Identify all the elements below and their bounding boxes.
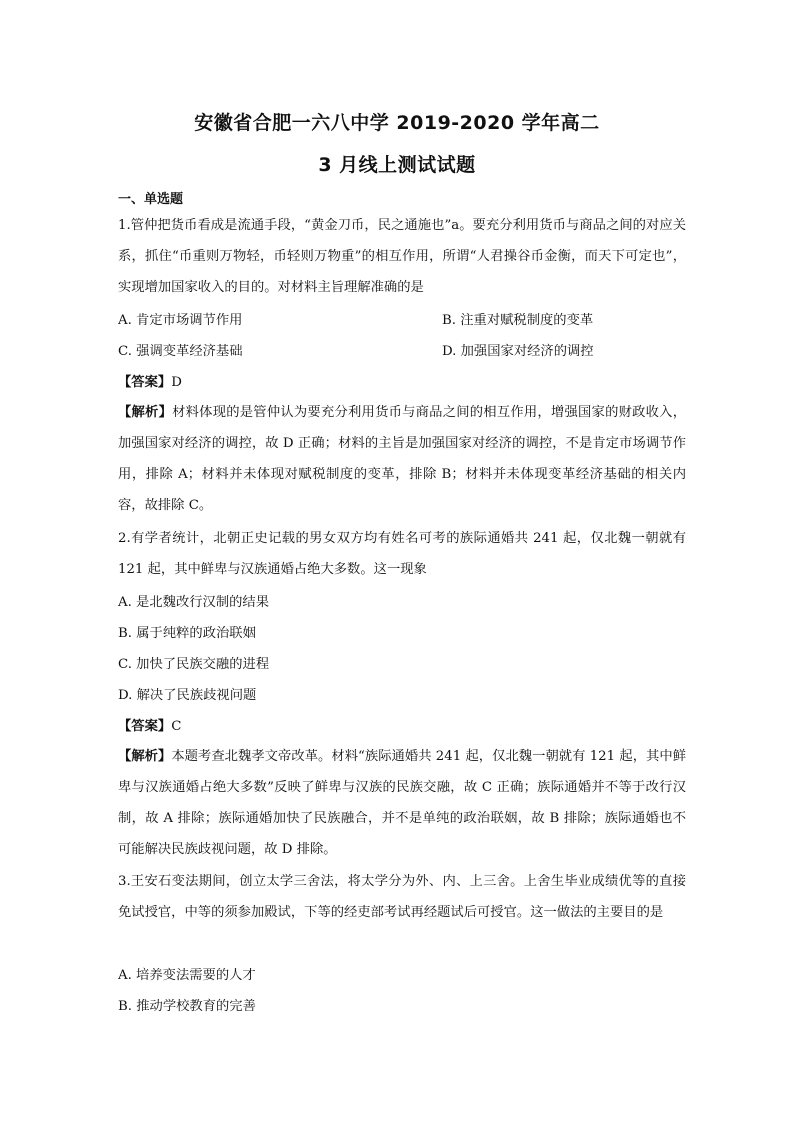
analysis-text: 本题考查北魏孝文帝改革。材料“族际通婚共 241 起，仅北魏一朝就有 121 起，其中鲜卑与汉族通婚占绝大多数”反映了鲜卑与汉族的民族交融，故 C 正确；族际通婚并不等于改行汉制，故 A 排除；族际通婚加快了民族融合，并不是单纯的政治联姻，故 B 排除；族际通婚也不可能解决民族歧视问题，故 D 排除。: [118, 749, 686, 857]
question-2-stem: 2.有学者统计，北朝正史记载的男女双方均有姓名可考的族际通婚共 241 起，仅北魏一朝就有 121 起，其中鲜卑与汉族通婚占绝大多数。这一现象: [118, 531, 686, 577]
section-heading: 一、单选题: [118, 192, 184, 207]
question-1-option-b: B. 注重对赋税制度的变革: [442, 313, 594, 328]
document-title: 安徽省合肥一六八中学 2019-2020 学年高二: [194, 112, 600, 134]
answer-value: C: [171, 719, 182, 734]
question-1-answer: [118, 373, 182, 393]
answer-tag: 【答案】: [118, 719, 172, 734]
analysis-text: 材料体现的是管仲认为要充分利用货币与商品之间的相互作用，增强国家的财政收入，加强国家对经济的调控，故 D 正确；材料的主旨是加强国家对经济的调控，不是肯定市场调节作用，排除 A；材料并未体现对赋税制度的变革，排除 B；材料并未体现变革经济基础的相关内容，故排除 C。: [118, 405, 687, 513]
question-2-option-a: A. 是北魏改行汉制的结果: [118, 595, 270, 610]
question-2-analysis: [118, 741, 686, 865]
analysis-tag: 【解析】: [118, 405, 173, 420]
question-3-stem: 3.王安石变法期间，创立太学三舍法，将太学分为外、内、上三舍。上舍生毕业成绩优等的直接免试授官，中等的须参加殿试，下等的经吏部考试再经题试后可授官。这一做法的主要目的是: [118, 874, 686, 920]
question-1-analysis: [118, 397, 686, 521]
question-2-option-c: C. 加快了民族交融的进程: [118, 657, 270, 672]
question-1-option-a: A. 肯定市场调节作用: [118, 313, 243, 328]
answer-value: D: [171, 375, 182, 390]
question-2-option-d: D. 解决了民族歧视问题: [118, 688, 257, 703]
question-1-option-d: D. 加强国家对经济的调控: [442, 344, 594, 359]
question-1-option-c: C. 强调变革经济基础: [118, 344, 243, 359]
answer-tag: 【答案】: [118, 375, 172, 390]
question-2-answer: [118, 717, 181, 737]
question-2-option-b: B. 属于纯粹的政治联姻: [118, 626, 256, 641]
question-3-option-a: A. 培养变法需要的人才: [118, 968, 256, 983]
question-3-option-b: B. 推动学校教育的完善: [118, 999, 256, 1014]
document-subtitle: 3 月线上测试试题: [318, 154, 476, 176]
question-1-stem: 1.管仲把货币看成是流通手段，“黄金刀币，民之通施也”a。要充分利用货币与商品之间的对应关系，抓住“币重则万物轻，币轻则万物重”的相互作用，所谓“人君操谷币金衡，而天下可定也”，实现增加国家收入的目的。对材料主旨理解准确的是: [118, 218, 686, 295]
analysis-tag: 【解析】: [118, 749, 172, 764]
